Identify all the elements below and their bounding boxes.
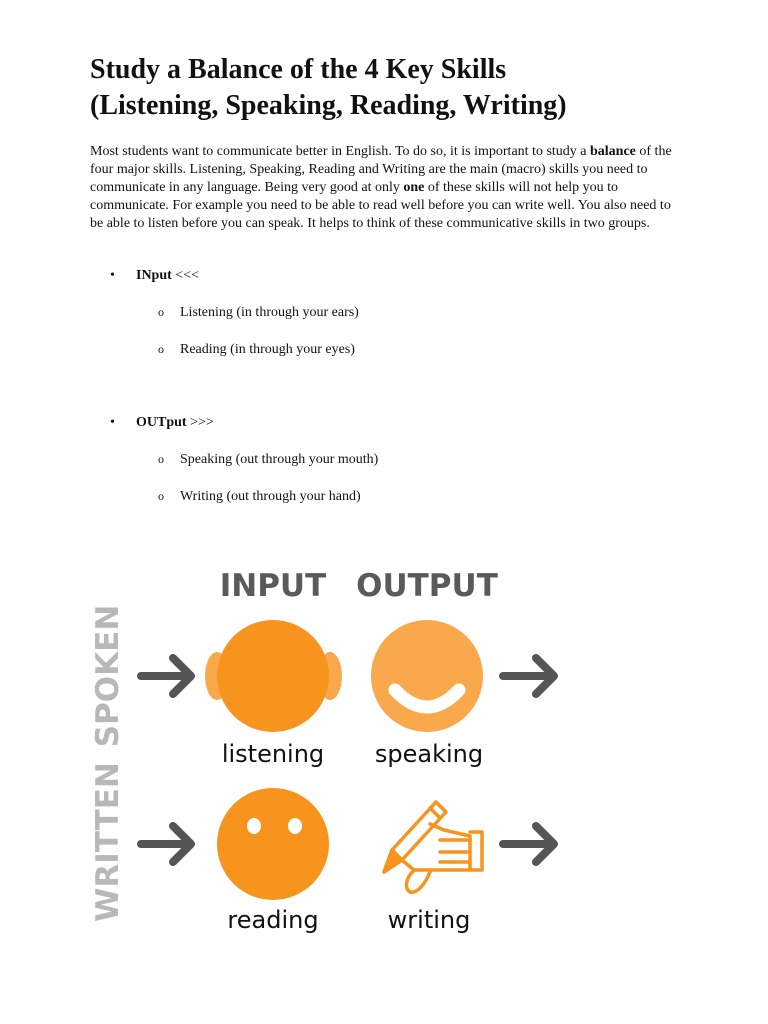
sub-item-text: Listening (in through your ears) bbox=[180, 305, 359, 320]
list-item-output bbox=[110, 415, 214, 431]
intro-text-1: Most students want to communicate better in English. To do so, it is important to study a bbox=[90, 144, 590, 159]
skills-diagram bbox=[0, 540, 768, 960]
bullet-marker: • bbox=[110, 415, 115, 430]
writing-hand-icon bbox=[384, 802, 482, 892]
list-item-input bbox=[110, 268, 199, 284]
input-label: INput bbox=[136, 268, 172, 283]
col-header-input: INPUT bbox=[219, 568, 327, 604]
input-suffix: <<< bbox=[171, 268, 199, 283]
row-label-written: WRITTEN bbox=[90, 762, 126, 922]
intro-text-2: of the four major skills. Listening, Speaking, Reading and Writing are the main (macro) skills you need to communicate in any language. Being very good at only bbox=[90, 144, 672, 195]
intro-bold-balance: balance bbox=[590, 144, 636, 159]
arrow-right-icon bbox=[503, 826, 554, 862]
output-label: OUTput bbox=[136, 415, 187, 430]
intro-paragraph bbox=[90, 143, 686, 233]
page-title bbox=[90, 52, 710, 124]
caption-listening: listening bbox=[221, 740, 325, 768]
sub-marker: o bbox=[158, 452, 164, 466]
sub-item-writing bbox=[158, 489, 361, 505]
sub-marker: o bbox=[158, 489, 164, 503]
sub-item-text: Reading (in through your eyes) bbox=[180, 342, 355, 357]
caption-writing: writing bbox=[387, 906, 471, 934]
sub-marker: o bbox=[158, 342, 164, 356]
speaking-face-icon bbox=[371, 620, 483, 732]
caption-speaking: speaking bbox=[374, 740, 484, 768]
caption-reading: reading bbox=[227, 906, 319, 934]
col-header-output: OUTPUT bbox=[356, 568, 498, 604]
intro-bold-one: one bbox=[403, 180, 425, 195]
output-suffix: >>> bbox=[186, 415, 214, 430]
title-line-2: (Listening, Speaking, Reading, Writing) bbox=[90, 90, 567, 121]
sub-marker: o bbox=[158, 305, 164, 319]
reading-face-icon bbox=[217, 788, 329, 900]
arrow-right-icon bbox=[503, 658, 554, 694]
arrow-right-icon bbox=[141, 826, 191, 862]
bullet-marker: • bbox=[110, 268, 115, 283]
sub-item-text: Writing (out through your hand) bbox=[180, 489, 361, 504]
sub-item-speaking bbox=[158, 452, 378, 468]
title-line-1: Study a Balance of the 4 Key Skills bbox=[90, 54, 507, 85]
arrow-right-icon bbox=[141, 658, 191, 694]
listening-face-icon bbox=[205, 620, 342, 732]
intro-text-3: of these skills will not help you to communicate. For example you need to be able to read well before you can write well. You also need to be able to listen before you can speak. It helps to think of these communicative skills in two groups. bbox=[90, 180, 671, 231]
sub-item-listening bbox=[158, 305, 359, 321]
row-label-spoken: SPOKEN bbox=[90, 604, 126, 748]
sub-item-text: Speaking (out through your mouth) bbox=[180, 452, 379, 467]
sub-item-reading bbox=[158, 342, 355, 358]
